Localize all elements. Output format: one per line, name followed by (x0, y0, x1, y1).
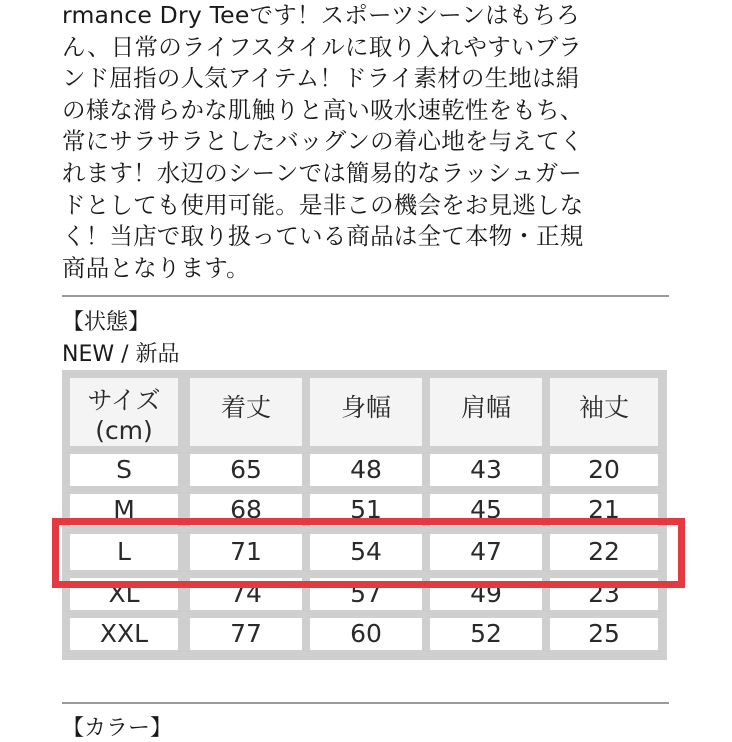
table-cell: 25 (550, 618, 658, 650)
description-line: 常にサラサラとしたバッグンの着心地を与えてく (62, 127, 584, 156)
table-cell: 45 (430, 494, 542, 526)
table-cell: 51 (310, 494, 422, 526)
table-cell: 49 (430, 578, 542, 610)
condition-value: NEW / 新品 (62, 342, 180, 367)
header-length: 着丈 (190, 378, 302, 446)
table-cell: 68 (190, 494, 302, 526)
status-heading: 【状態】 (62, 310, 151, 335)
table-cell-size: L (70, 534, 178, 570)
header-size-label: サイズ (87, 386, 161, 415)
table-cell: 65 (190, 454, 302, 486)
row-highlight-frame (52, 518, 685, 588)
table-cell: 60 (310, 618, 422, 650)
table-cell: 20 (550, 454, 658, 486)
table-cell-size: S (70, 454, 178, 486)
header-sleeve: 袖丈 (550, 378, 658, 446)
description-line: 商品となります。 (62, 253, 250, 282)
description-line: ンド屈指の人気アイテム！ドライ素材の生地は絹 (62, 64, 580, 93)
description-line: の様な滑らかな肌触りと高い吸水速乾性をもち、 (62, 95, 584, 124)
description-line: く！当店で取り扱っている商品は全て本物・正規 (62, 222, 584, 251)
section-divider (62, 702, 669, 704)
table-cell: 71 (190, 534, 302, 570)
table-cell: 48 (310, 454, 422, 486)
table-cell: 52 (430, 618, 542, 650)
header-size (70, 378, 178, 446)
table-cell: 21 (550, 494, 658, 526)
table-cell: 23 (550, 578, 658, 610)
section-divider (62, 295, 669, 297)
product-description (62, 0, 702, 284)
color-heading: 【カラー】 (62, 716, 173, 741)
table-cell: 47 (430, 534, 542, 570)
header-width: 身幅 (310, 378, 422, 446)
table-cell: 77 (190, 618, 302, 650)
description-line: ん、日常のライフスタイルに取り入れやすいブラ (62, 32, 582, 61)
description-line: れます！水辺のシーンでは簡易的なラッシュガー (62, 158, 582, 187)
table-cell: 57 (310, 578, 422, 610)
table-cell: 22 (550, 534, 658, 570)
header-shoulder: 肩幅 (430, 378, 542, 446)
table-cell: 54 (310, 534, 422, 570)
table-cell-size: M (70, 494, 178, 526)
table-cell: 74 (190, 578, 302, 610)
header-size-unit: (cm) (95, 416, 153, 445)
description-line: rmance Dry Teeです！スポーツシーンはもちろ (62, 1, 580, 29)
size-table (62, 370, 667, 660)
table-cell: 43 (430, 454, 542, 486)
table-cell-size: XL (70, 578, 178, 610)
table-cell-size: XXL (70, 618, 178, 650)
description-line: ドとしても使用可能。是非この機会をお見逃しな (62, 190, 584, 219)
